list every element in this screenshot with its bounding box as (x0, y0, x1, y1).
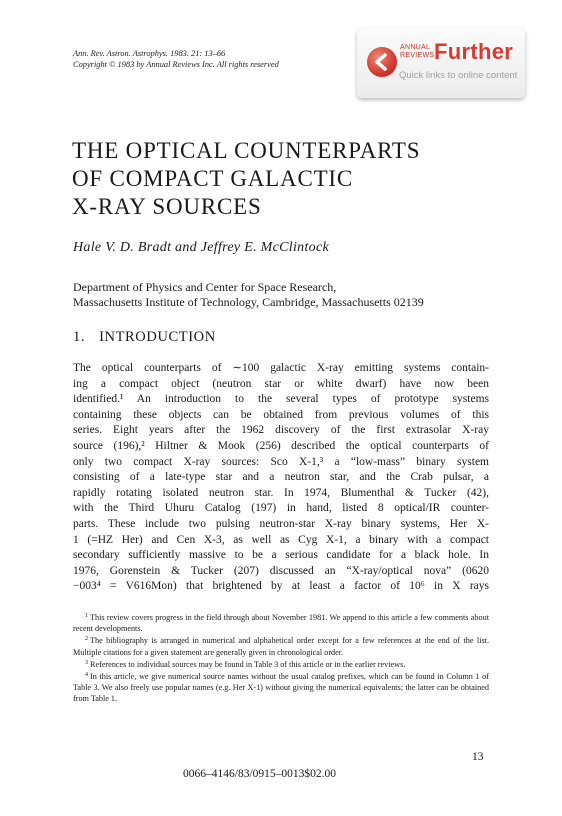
footnote (73, 658, 489, 670)
body-line: only two compact X-ray sources: Sco X-1,³ a “low-mass” binary system (73, 455, 489, 468)
body-line: secondary sufficiently massive to be a serious candidate for a black hole. In (73, 549, 489, 562)
title-line: X-RAY SOURCES (72, 194, 262, 219)
footer-code: 0066–4146/83/0915–0013$02.00 (183, 768, 337, 780)
footnote-mark: 2 (85, 636, 88, 643)
article-title (72, 137, 420, 221)
footnote (73, 611, 489, 634)
journal-citation: Ann. Rev. Astron. Astrophys. 1983. 21: 13–66 (73, 49, 226, 58)
body-line: containing these objects can be obtained from previous volumes of this (73, 408, 489, 421)
footnote-text: This review covers progress in the field through about November 1981. We append to this article a few comments about recent developments. (73, 613, 489, 634)
affiliation-line: Massachusetts Institute of Technology, Cambridge, Massachusetts 02139 (73, 295, 424, 309)
authors: Hale V. D. Bradt and Jeffrey E. McClintock (73, 240, 329, 255)
body-text (73, 361, 489, 595)
further-tagline: Quick links to online content (399, 70, 518, 81)
footnote (73, 670, 489, 705)
body-line: −003⁴ = V616Mon) that brightened by at least a factor of 10⁶ in X rays (73, 580, 489, 593)
arrow-left-icon (367, 47, 397, 77)
body-line: The optical counterparts of ∼100 galactic X-ray emitting systems contain- (73, 362, 489, 374)
page-number: 13 (472, 751, 484, 763)
affiliation-line: Department of Physics and Center for Space Research, (73, 280, 337, 294)
body-line: ing a compact object (neutron star or white dwarf) have now been (73, 377, 489, 390)
section-number: 1. (73, 329, 86, 345)
body-line: rapidly rotating isolated neutron star. In 1974, Blumenthal & Tucker (42), (73, 486, 489, 499)
body-line: 1976, Gorenstein & Tucker (207) discussed an “X-ray/optical nova” (0620 (73, 564, 489, 577)
body-line: series. Eight years after the 1962 discovery of the first extrasolar X-ray (73, 424, 489, 437)
body-line: consisting of a late-type star and a neutron star, and the Crab pulsar, a (73, 471, 489, 484)
footnote-mark: 1 (85, 613, 88, 619)
body-line: source (196),² Hiltner & Mook (256) described the optical counterparts of (73, 439, 489, 452)
title-line: THE OPTICAL COUNTERPARTS (72, 138, 421, 163)
footnote-text: The bibliography is arranged in numerical and alphabetical order except for a few references at the end of the list. Multiple citations for a given statement are generally given in chronological order. (73, 636, 489, 657)
body-line: 1 (=HZ Her) and Cen X-3, as well as Cyg X-1, a binary with a compact (73, 533, 489, 546)
body-line: identified.¹ An introduction to the several types of prototype systems (73, 393, 489, 406)
annual-reviews-wordmark: ANNUAL REVIEWS (400, 44, 435, 59)
further-banner[interactable] (357, 28, 525, 98)
affiliation (73, 280, 424, 310)
section-title: INTRODUCTION (99, 329, 216, 345)
body-line: parts. These include two pulsing neutron-star X-ray binary systems, Her X- (73, 517, 489, 530)
section-heading (73, 329, 230, 346)
further-label: Further (434, 39, 514, 64)
footnote-mark: 4 (85, 672, 88, 679)
footnote-text: In this article, we give numerical source names without the usual catalog prefixes, which can be found in Column 1 of Table 3. We also freely use popular names (e.g. Her X-1) without giving the numerical equivalents; the latter can be obtained from Table 1. (73, 672, 489, 704)
footnote (73, 634, 489, 657)
footnote-mark: 3 (85, 659, 88, 666)
body-line: with the Third Uhuru Catalog (197) in hand, listed 8 optical/IR counter- (73, 502, 489, 515)
footnote-text: References to individual sources may be found in Table 3 of this article or in the earlier reviews. (90, 659, 406, 669)
journal-header (73, 48, 279, 70)
title-line: OF COMPACT GALACTIC (72, 166, 354, 191)
footnotes (73, 611, 489, 705)
journal-copyright: Copyright © 1983 by Annual Reviews Inc. All rights reserved (73, 60, 279, 69)
